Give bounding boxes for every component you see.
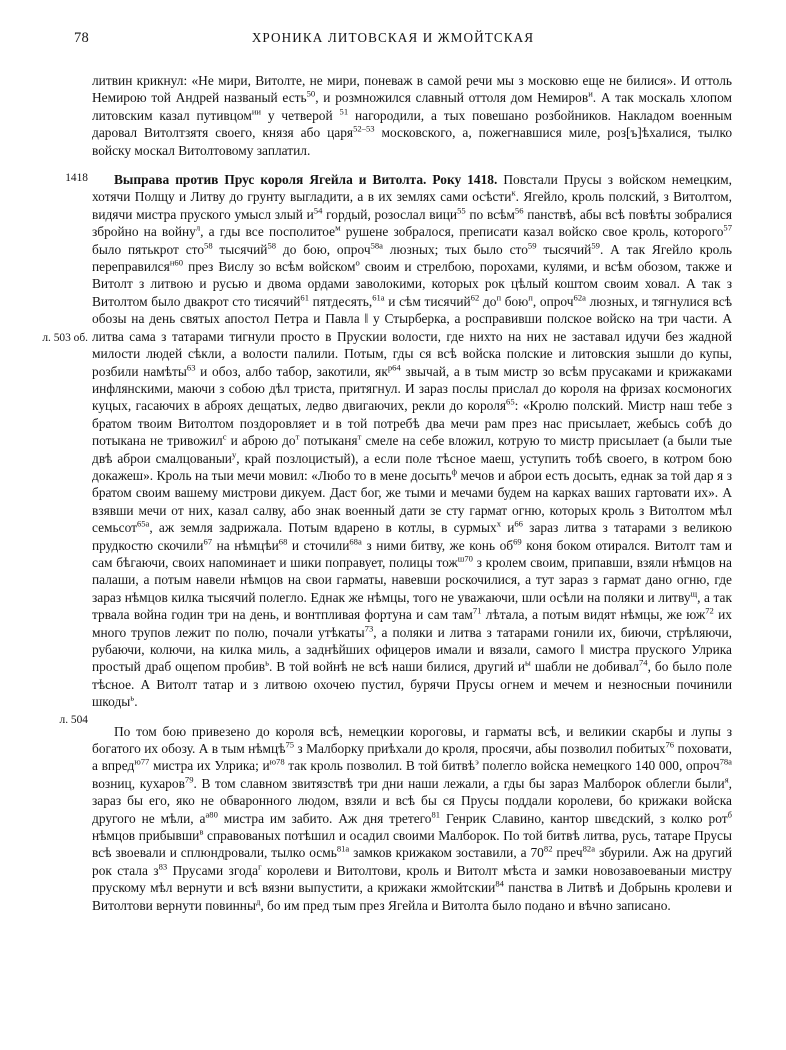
folio-number: 78: [74, 30, 89, 46]
text-column: [42, 72, 733, 914]
paragraph-3: [92, 723, 732, 914]
paragraph-3-text: По том бою привезено до короля всѣ, немецкии короговы, и гарматы всѣ, и великии скарбы и лупы з богатого их обозу. А в тым нѣмцѣ$^{75}$ з Малборку приѣхали до кроля, просячи, абы позволил побитых$^{76}$ поховати, а впред$^{ю77}$ мистра их Улрика; $и^{ю78}$ так кроль позволил. В той битвѣ$^э$ полегло войска немецкого 140 000, опроч$^{78а}$ возниц, кухаров$^{79}$. В том славном звитязствѣ три дни наши лежали, а гды бы зараз Малборок облегли были$^я$, зараз бы его, яко не обваронного людом, взяли и всѣ бы ся Прусы поддали королеви, бо крижаки войска другого не мѣли, $а^{а80}$ мистра им забито. Аж дня третего$^{81}$ Генрик Славино, кантор швєдский, з колко рот$^б$ нѣмцов прибывши$^в$ справованых потѣшил и осадил своими Малборок. По той битвѣ литва, русь, татаре Прусы всѣ звоевали и сплюндровали, тылко осмь$^{81а}$ замков крижаком зоставили, а $70^{82}$ преч$^{82а}$ збурили. Аж на другий рок стала $з^{83}$ Прусами згода$^г$ королеви и Витолтови, кроль и Витолт мѣста и замки новозавоеваныи мистру прускому мѣл вернути и всѣ вязни выпустити, а крижаки жмойтскии$^{84}$ панства в Литвѣ и Добрынь кролеви и Витолтови вернути повинны$^д$, бо им пред тым през Ягейла и Витолта было подано и вѣчно записано.: [92, 723, 732, 913]
paragraph-gap: [92, 159, 732, 171]
margin-note-leaf-504: л. 504: [59, 714, 88, 727]
paragraph-1: [92, 72, 732, 159]
margin-note-leaf-503-ob: л. 503 об.: [42, 332, 88, 345]
paragraph-2-block: [42, 171, 733, 727]
paragraph-2-text: Повстали Прусы з войском немецким, хотячи Полщу и Литву до грунту выгладити, а в их землях сами осѣсти$^к$. Ягейло, кроль полский, з Витолтом, видячи мистра пруского умысл злый $и^{54}$ гордый, розослал вици$^{55}$ по всѣм$^{56}$ панствѣ, абы всѣ повѣты зобралися збройно на войну$^л$, а гды все посполитое$^м$ рушене зобралося, преписати казал войско свое кроль, которого$^{57}$ было пятькрот сто$^{58}$ тысячий$^{58}$ до бою, опроч$^{58а}$ люзных; тых было сто$^{59}$ тысячий$^{59}$. А так Ягейло кроль переправился$^{н60}$ през Вислу зо всѣм войском$^о$ своим и стрелбою, порохами, кулями, и всѣм обозом, также и Витолт з литвою и русью и двома ордами заволокими, которых рок цѣлый коштом своим ховал. А так з Витолтом было двакрот сто тисячий$^{61}$ пятдесять,$^{61а}$ и сѣм тисячий$^{62}$ $до^п$ бою$^п$, опроч$^{62а}$ люзных, и тягнулися всѣ обозы на день святых апостол Петра и Павла ǁ у Стырберка, а росправивши полское войско на три части. А литва сама з татарами тигнули просто в Прускии волости, где нихто на них не заставал идучи без жадной милости людей сѣкли, а волости палили. Потым, гды ся всѣ войска полские и литовския зышли до купы, розбили намѣты$^{63}$ и обоз, албо табор, закотили, $як^{р64}$ звычай, а в тым мистр зо всѣм прусаками и крижаками инфлянскими, маючи з собою дѣл триста, притягнул. И зараз послы прислал до короля на фризах космоногих куцых, гасаючих в аброях дещатых, ледво двигаючих, рекли до короля$^{65}$: «Кролю полский. Мистр наш тебе з братом твоим Витолтом поздоровляет и в той потребѣ два мечи рам през нас присылает, жебысь собѣ до потыкана не тривожил$^с$ и аброю $до^т$ потыканя$^т$ смеле на себе вложил, котрую то мистр присылает (а были тые двѣ аброи смалцованыи$^у$, край позлоцистый), а если поле тѣсное маеш, уступить тобѣ своего, в котром бою докажеш». Кроль на тыи мечи мовил: «Любо то в мене досыть$^ф$ мечов и аброи есть досыть, еднак за той дар я з братом своим вашему мистрови дикуем. Даст бог, же тыми и мечами будем на карках ваших гартовати их». А взявши мечи от них, казал салву, або знак военный дати зе сту гармат огню, которых кроль з Витолтом мѣл семьсот$^{65а}$, аж земля задрижала. Потым вдарено в котлы, в сурмых$^х$ $и^{66}$ зараз литва з татарами з великою прудкостю скочили$^{67}$ на нѣмцѣи$^{68}$ и сточили$^{68а}$ з ними битву, же конь $об^{69}$ коня боком отирался. Витолт там и сам бѣгаючи, своих напоминает и шики поправует, полицы тож$^{ш70}$ з кролем своим, припавши, взяли нѣмцов на палаши, а потым навели нѣмцов на свои гарматы, навевши роскочилися, а тут зараз з гармат дано огню, где зараз нѣмцов килка тысячий полегло. Еднак же нѣмцы, того не уважаючи, шли осѣли на поляки и литву$^щ$, а так трвала война годин три на день, и вонтпливая фортуна и сам там$^{71}$ лѣтала, а потым видят нѣмцы, же $юж^{72}$ их много трупов лежит по полю, почали утѣкаты$^{73}$, а поляки и литва з татарами гонили их, биючи, стрѣляючи, рубаючи, колючи, на килка миль, а заднѣйших офицеров имали и вязали, самого ǁ мистра пруского Улрика простый драб ощепом пробив$^ь$. В той войнѣ не всѣ наши билися, другий $и^ы$ шабли не добивал$^{74}$, бо было поле тѣсное. А Витолт татар и з литвою охочею пустил, бурячи Прусы огнем и мечем и незносныи починили шкоды$^ь$.: [92, 172, 733, 710]
paragraph-2: [92, 171, 732, 711]
paragraph-2-heading: Выправа против Прус короля Ягейла и Витолта. Року 1418.: [114, 172, 498, 188]
paragraph-gap-2: [92, 711, 732, 723]
page-header: [44, 28, 742, 58]
margin-note-year: 1418: [65, 172, 88, 185]
running-title: ХРОНИКА ЛИТОВСКАЯ И ЖМОЙТСКАЯ: [251, 30, 535, 45]
paragraph-1-text: литвин крикнул: «Не мири, Витолте, не мири, поневаж в самой речи мы з московю еще не билися». И оттоль Немирою той Андрей названый есть$^{50}$, и розмножился славный оттоля дом Немиров$^и$. А так москаль хлопом литовским казал путивцом$^{ии}$ у четверой $^{51}$ нагородили, а тых повешано розбойников. Накладом военным даровал Витолтзятя своего, князя або царя$^{52-53}$ московского, а, пожегнавшися миле, роз[ъ]ѣхалися, тылко войску москал Витолтовому заплатил.: [92, 73, 733, 158]
